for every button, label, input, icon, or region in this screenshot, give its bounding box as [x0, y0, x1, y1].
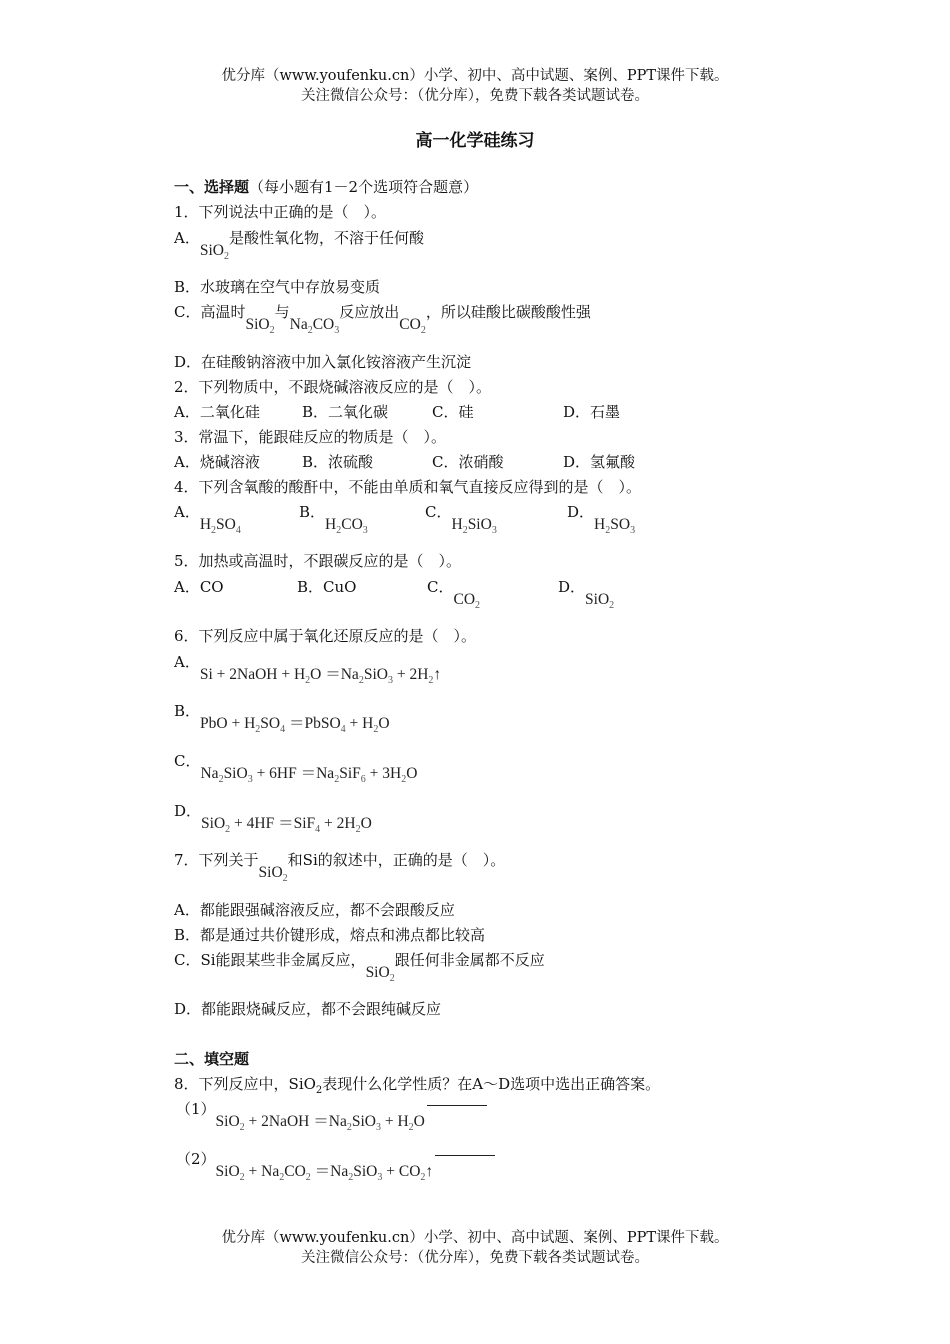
q1-c-label: C．高温时: [174, 303, 246, 321]
page-footer: [0, 1228, 950, 1268]
q7-option-c: [174, 950, 545, 985]
page-header: [0, 66, 950, 106]
q5-d-label: D．: [558, 578, 586, 596]
equation-si-naoh: Si + 2NaOH + $H_2O =Na_2SiO_3$ + $2H_2↑$: [199, 666, 442, 687]
section-1-heading: [174, 177, 478, 197]
q7-option-b: B．都是通过共价键形成，熔点和沸点都比较高: [174, 926, 486, 944]
q4-c-label: C．: [425, 503, 452, 521]
q8-part-2-label: （2）: [176, 1150, 216, 1168]
q7-option-d: D．都能跟烧碱反应，都不会跟纯碱反应: [174, 1000, 442, 1018]
q2-stem: 2．下列物质中，不跟烧碱溶液反应的是（ ）。: [174, 378, 492, 396]
q5-options: [174, 577, 774, 617]
q1-option-a: [174, 228, 424, 263]
q1-option-c: [174, 302, 591, 337]
q6-d-label: D．: [174, 802, 202, 820]
q4-options: [174, 502, 774, 542]
q3-option-d: D．氢氟酸: [563, 453, 636, 471]
q7-c-post: 跟任何非金属都不反应: [394, 951, 545, 969]
section-1-note: （每小题有1－2个选项符合题意）: [249, 178, 479, 196]
q4-b-label: B．: [299, 503, 326, 521]
header-line-2: 关注微信公众号：（优分库），免费下载各类试题试卷。: [301, 88, 649, 104]
q2-option-b: B．二氧化碳: [302, 403, 389, 421]
q1-c-end: ，所以硅酸比碳酸酸性强: [425, 303, 591, 321]
q6-option-b: [174, 701, 390, 736]
section-1-title: 一、选择题: [174, 178, 250, 196]
q5-option-c: [427, 577, 481, 612]
answer-blank-2[interactable]: [435, 1155, 495, 1156]
q3-option-c: C．浓硝酸: [432, 453, 504, 471]
formula-h2so4: $H_2SO_4$: [199, 516, 241, 537]
footer-line-1: 优分库（www.youfenku.cn）小学、初中、高中试题、案例、PPT课件下载。: [221, 1230, 729, 1246]
q5-stem: 5．加热或高温时，不跟碳反应的是（ ）。: [174, 552, 462, 570]
q6-a-label: A．: [174, 653, 200, 671]
formula-sio2: SiO$_2$: [199, 242, 229, 263]
q3-stem: 3．常温下，能跟硅反应的物质是（ ）。: [174, 428, 447, 446]
header-line-1: 优分库（www.youfenku.cn）小学、初中、高中试题、案例、PPT课件下载。: [221, 68, 729, 84]
q8-part-2: [176, 1149, 495, 1184]
q1-a-text: 是酸性氧化物，不溶于任何酸: [228, 229, 424, 247]
q6-option-c: [174, 751, 418, 786]
formula-sio2: SiO$_2$: [245, 316, 275, 337]
q4-option-a: [174, 502, 241, 537]
q8-part-1: [176, 1099, 487, 1134]
q4-a-label: A．: [174, 503, 200, 521]
formula-sio2: SiO$_2$: [365, 964, 395, 985]
q8-stem: [174, 1074, 660, 1101]
equation-sio2-na2co3: $SiO_2 + Na_2CO_2 =Na_2SiO_3$ + $CO_2↑$: [215, 1163, 434, 1184]
q8-part-1-label: （1）: [176, 1100, 216, 1118]
answer-blank-1[interactable]: [427, 1105, 487, 1106]
q2-option-d: D．石墨: [563, 403, 621, 421]
q5-option-d: [558, 577, 615, 612]
formula-na2co3: $Na_2CO_3$: [289, 316, 340, 337]
q8-stem-post: 表现什么化学性质？在A～D选项中选出正确答案。: [322, 1075, 661, 1093]
q5-option-b: B．CuO: [297, 578, 357, 596]
equation-sio2-naoh: SiO$_2$ + 2NaOH $=Na_2SiO_3 + H_2O$: [215, 1113, 425, 1134]
q7-stem: [174, 850, 506, 885]
q4-option-b: [299, 502, 368, 537]
formula-co2: $CO_2$: [453, 591, 481, 612]
formula-co2: $CO_2$: [399, 316, 426, 337]
q3-options: [174, 452, 774, 472]
section-2-title: 二、填空题: [174, 1050, 250, 1068]
q8-stem-pre: 8．下列反应中，SiO: [174, 1075, 316, 1093]
q5-option-a: A．CO: [174, 578, 224, 596]
formula-sio2: SiO$_2$: [585, 591, 615, 612]
formula-h2sio3: $H_2SiO_3$: [451, 516, 497, 537]
q6-option-a: [174, 652, 442, 687]
q6-option-d: [174, 801, 372, 836]
formula-h2so3: $H_2SO_3$: [594, 516, 636, 537]
q4-d-label: D．: [567, 503, 595, 521]
equation-sio2-hf: $SiO_2 + 4HF =SiF_4 + 2H_2O$: [201, 815, 372, 836]
q5-c-label: C．: [427, 578, 454, 596]
q2-option-a: A．二氧化硅: [174, 403, 260, 421]
q7-option-a: A．都能跟强碱溶液反应，都不会跟酸反应: [174, 901, 455, 919]
formula-sio2: SiO$_2$: [258, 864, 288, 885]
q6-c-label: C．: [174, 752, 201, 770]
q7-stem-post: 和Si的叙述中，正确的是（ ）。: [287, 851, 506, 869]
q7-stem-pre: 7．下列关于: [174, 851, 259, 869]
q1-option-d: D．在硅酸钠溶液中加入氯化铵溶液产生沉淀: [174, 353, 472, 371]
q3-option-b: B．浓硫酸: [302, 453, 374, 471]
page-title: 高一化学硅练习: [415, 131, 535, 151]
footer-line-2: 关注微信公众号：（优分库），免费下载各类试题试卷。: [301, 1250, 649, 1266]
q1-stem: 1．下列说法中正确的是（ ）。: [174, 203, 387, 221]
q3-option-a: A．烧碱溶液: [174, 453, 260, 471]
q1-a-label: A．: [174, 229, 200, 247]
q6-stem: 6．下列反应中属于氧化还原反应的是（ ）。: [174, 627, 477, 645]
equation-na2sio3-hf: $Na_2SiO_3 + 6HF =Na_2SiF_6 + 3H_2O$: [200, 765, 418, 786]
formula-h2co3: $H_2CO_3$: [325, 516, 368, 537]
q4-option-c: [425, 502, 497, 537]
q6-b-label: B．: [174, 702, 201, 720]
q2-options: [174, 402, 774, 422]
q2-option-c: C．硅: [432, 403, 474, 421]
q1-c-mid2: 反应放出: [339, 303, 400, 321]
q4-stem: 4．下列含氧酸的酸酐中，不能由单质和氧气直接反应得到的是（ ）。: [174, 478, 642, 496]
q7-c-pre: C．Si能跟某些非金属反应，: [174, 951, 366, 969]
q8-stem-sub: 2: [315, 1085, 323, 1096]
equation-pbo-h2so4: PbO + $H_2SO_4$ ＝PbSO$_4$ + $H_2O$: [200, 715, 390, 736]
q4-option-d: [567, 502, 636, 537]
q1-c-mid1: 与: [274, 303, 290, 321]
q1-option-b: B．水玻璃在空气中存放易变质: [174, 278, 381, 296]
